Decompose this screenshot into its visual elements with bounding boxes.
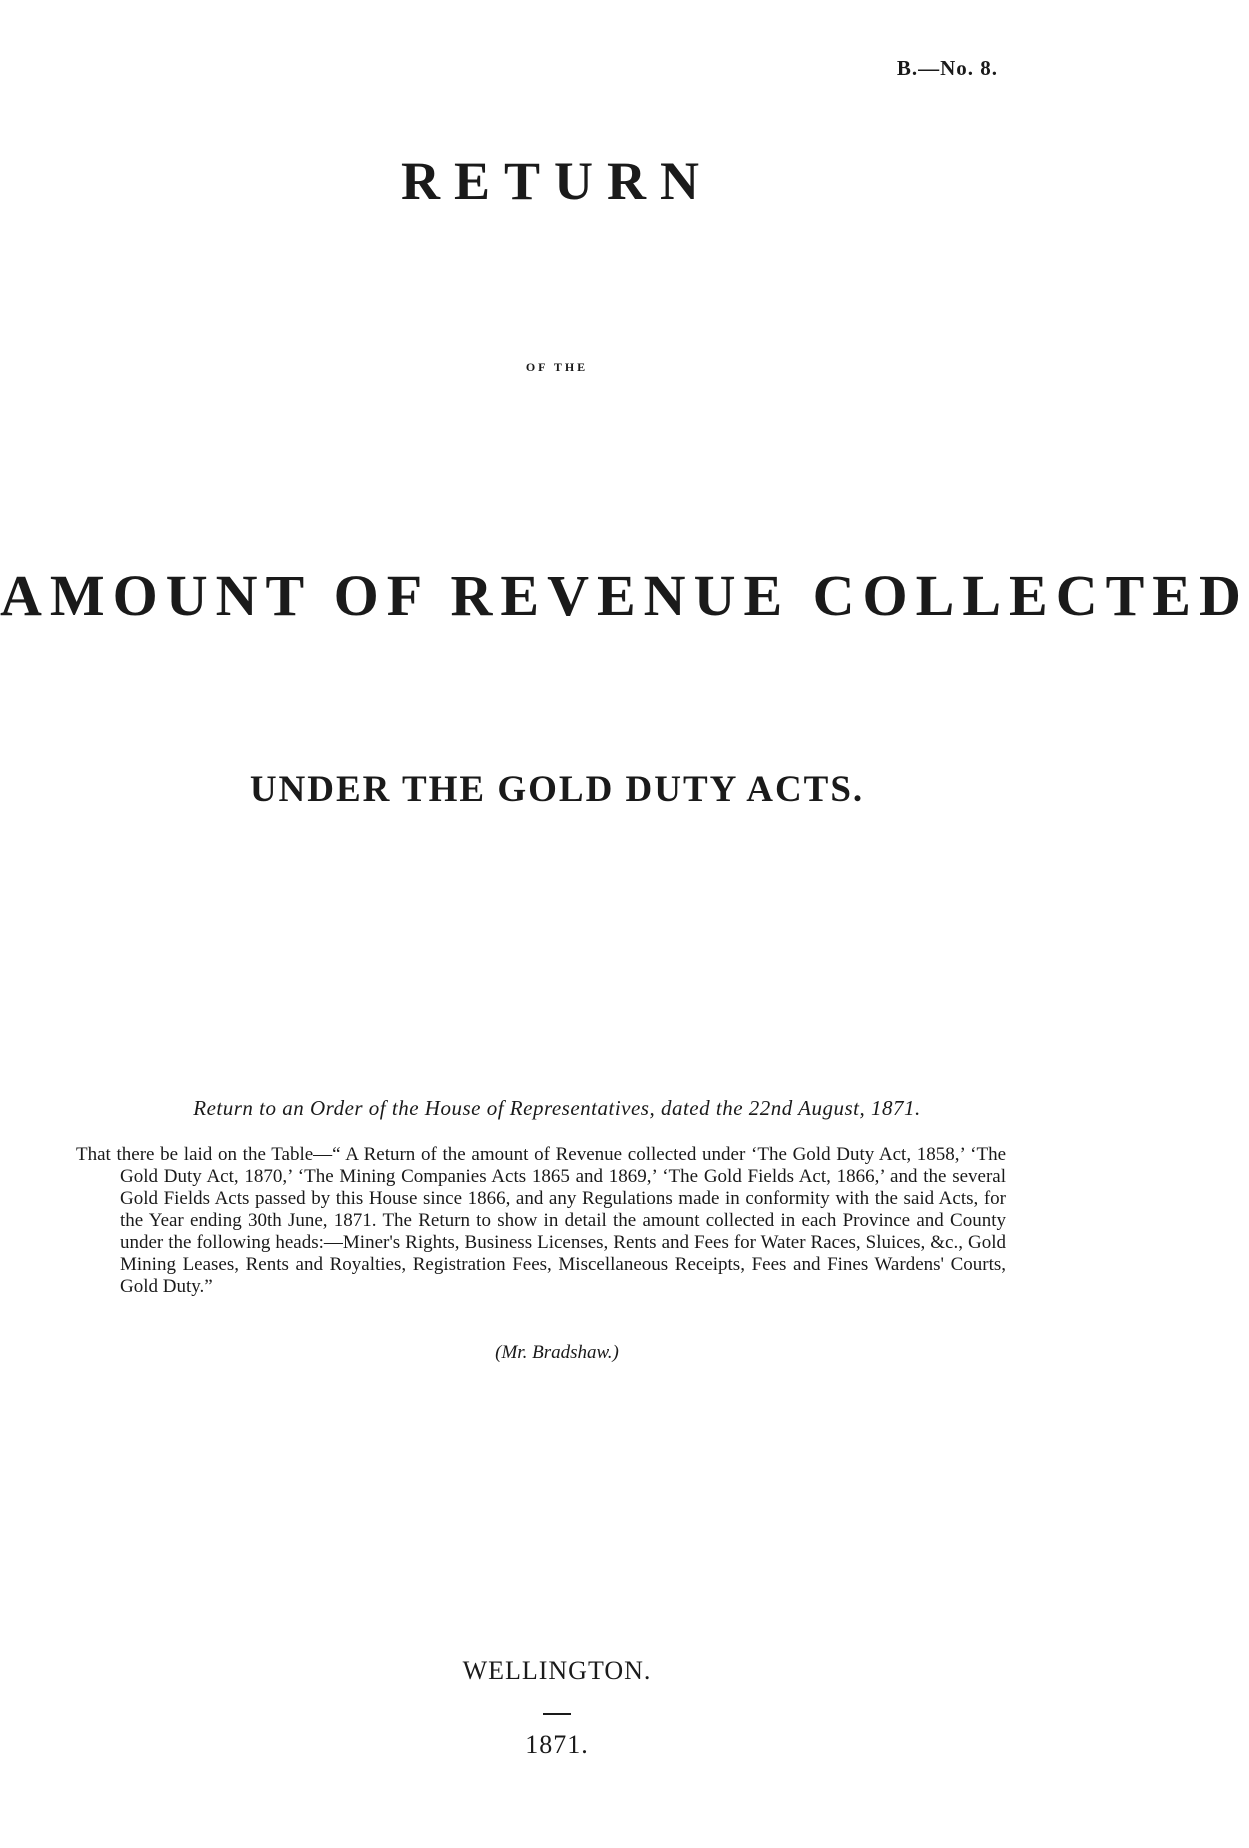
title-of-the: OF THE: [525, 360, 589, 374]
motion-text: That there be laid on the Table—“ A Return of the amount of Revenue collected under ‘The Gold Duty Act, 1858,’ ‘The Gold Duty Act, 1870,’ ‘The Mining Companies Acts 1865 and 1869,’ ‘The Gold Fields Act, 1866,’ and the several Gold Fields Acts passed by this House since 1866, and any Regulations made in conformity with the said Acts, for the Year ending 30th June, 1871. The Return to show in detail the amount collected in each Province and County under the following heads:—Miner's Rights, Business Licenses, Rents and Fees for Water Races, Sluices, &c., Gold Mining Leases, Rents and Royalties, Registration Fees, Miscellaneous Receipts, Fees and Fines Wardens' Courts, Gold Duty.”: [76, 1144, 1006, 1297]
imprint-year: 1871.: [525, 1730, 589, 1759]
paper-reference: B.—No. 8.: [896, 56, 998, 80]
title-under-gold-duty-acts: UNDER THE GOLD DUTY ACTS.: [249, 769, 865, 810]
title-amount-of-revenue: AMOUNT OF REVENUE COLLECTED: [0, 563, 1249, 628]
order-of-house: Return to an Order of the House of Representatives, dated the 22nd August, 1871.: [193, 1096, 921, 1120]
title-return: RETURN: [400, 151, 714, 211]
imprint-divider: [543, 1713, 571, 1715]
mover-name: (Mr. Bradshaw.): [495, 1342, 619, 1363]
imprint-place: WELLINGTON.: [462, 1656, 652, 1685]
